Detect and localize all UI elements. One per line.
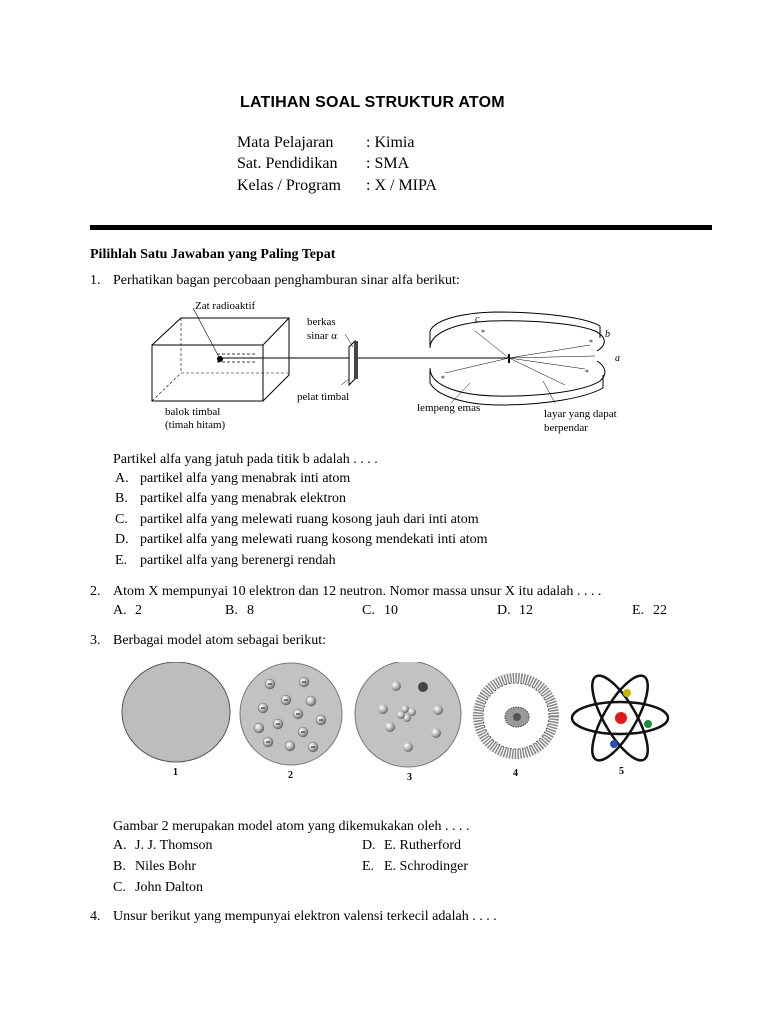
label-pelat: pelat timbal bbox=[297, 391, 350, 403]
label-point-a: a bbox=[615, 353, 620, 364]
label-sinar: sinar α bbox=[307, 330, 337, 342]
q3-option-c[interactable]: John Dalton bbox=[135, 880, 204, 895]
q1-option-b[interactable]: partikel alfa yang menabrak elektron bbox=[140, 491, 347, 506]
q1-option-b-letter: B. bbox=[115, 491, 128, 506]
label-balok: balok timbal bbox=[165, 406, 221, 418]
meta-label-school: Sat. Pendidikan bbox=[237, 155, 338, 172]
q3-option-e-letter: E. bbox=[362, 859, 375, 874]
meta-value-subject: : Kimia bbox=[366, 134, 415, 151]
q1-option-c-letter: C. bbox=[115, 512, 128, 527]
model-label-4: 4 bbox=[513, 768, 518, 779]
svg-text:*: * bbox=[585, 368, 589, 377]
q2-option-e[interactable]: 22 bbox=[653, 603, 667, 618]
q3-option-a-letter: A. bbox=[113, 838, 127, 853]
q2-option-b-letter: B. bbox=[225, 603, 238, 618]
q2-option-c[interactable]: 10 bbox=[384, 603, 398, 618]
q3-option-a[interactable]: J. J. Thomson bbox=[135, 838, 213, 853]
svg-text:*: * bbox=[589, 338, 593, 347]
label-timah: (timah hitam) bbox=[165, 419, 226, 431]
label-lempeng: lempeng emas bbox=[417, 402, 481, 414]
q2-option-d-letter: D. bbox=[497, 603, 511, 618]
meta-label-subject: Mata Pelajaran bbox=[237, 134, 334, 151]
q2-text: Atom X mempunyai 10 elektron dan 12 neutron. Nomor massa unsur X itu adalah . . . . bbox=[113, 584, 602, 599]
dalton-model bbox=[122, 662, 230, 762]
atom-models-figure bbox=[118, 662, 678, 787]
q3-option-c-letter: C. bbox=[113, 880, 126, 895]
q1-option-c[interactable]: partikel alfa yang melewati ruang kosong jauh dari inti atom bbox=[140, 512, 479, 527]
svg-text:*: * bbox=[441, 374, 445, 383]
thomson-model bbox=[240, 663, 342, 765]
alpha-scattering-diagram bbox=[145, 293, 635, 443]
q2-option-c-letter: C. bbox=[362, 603, 375, 618]
label-point-c: c bbox=[475, 314, 480, 325]
page-title: LATIHAN SOAL STRUKTUR ATOM bbox=[240, 94, 505, 111]
meta-value-school: : SMA bbox=[366, 155, 410, 172]
q1-number: 1. bbox=[90, 273, 101, 288]
q1-text: Perhatikan bagan percobaan penghamburan sinar alfa berikut: bbox=[113, 273, 460, 288]
q1-option-e[interactable]: partikel alfa yang berenergi rendah bbox=[140, 553, 336, 568]
q2-option-d[interactable]: 12 bbox=[519, 603, 533, 618]
q3-option-e[interactable]: E. Schrodinger bbox=[384, 859, 468, 874]
q1-option-a-letter: A. bbox=[115, 471, 129, 486]
q3-option-b-letter: B. bbox=[113, 859, 126, 874]
svg-text:*: * bbox=[481, 328, 485, 337]
q4-number: 4. bbox=[90, 909, 101, 924]
meta-value-class: : X / MIPA bbox=[366, 177, 437, 194]
label-berkas: berkas bbox=[307, 316, 336, 328]
bohr-cloud-model bbox=[478, 678, 554, 754]
q3-number: 3. bbox=[90, 633, 101, 648]
model-label-5: 5 bbox=[619, 766, 624, 777]
q1-option-a[interactable]: partikel alfa yang menabrak inti atom bbox=[140, 471, 351, 486]
q3-prompt: Gambar 2 merupakan model atom yang dikemukakan oleh . . . . bbox=[113, 819, 470, 834]
label-berpendar: berpendar bbox=[544, 422, 588, 434]
q1-option-d-letter: D. bbox=[115, 532, 129, 547]
q2-option-e-letter: E. bbox=[632, 603, 645, 618]
model-label-1: 1 bbox=[173, 767, 178, 778]
q1-prompt: Partikel alfa yang jatuh pada titik b adalah . . . . bbox=[113, 452, 378, 467]
q3-option-d[interactable]: E. Rutherford bbox=[384, 838, 461, 853]
lead-plate bbox=[349, 341, 358, 385]
meta-label-class: Kelas / Program bbox=[237, 177, 341, 194]
instruction: Pilihlah Satu Jawaban yang Paling Tepat bbox=[90, 247, 336, 262]
q2-option-a[interactable]: 2 bbox=[135, 603, 142, 618]
q3-text: Berbagai model atom sebagai berikut: bbox=[113, 633, 327, 648]
q1-option-d[interactable]: partikel alfa yang melewati ruang kosong mendekati inti atom bbox=[140, 532, 488, 547]
rutherford-model bbox=[355, 662, 461, 767]
q1-option-e-letter: E. bbox=[115, 553, 128, 568]
model-label-3: 3 bbox=[407, 772, 412, 783]
q2-option-b[interactable]: 8 bbox=[247, 603, 254, 618]
label-zat: Zat radioaktif bbox=[195, 300, 256, 312]
q4-text: Unsur berikut yang mempunyai elektron valensi terkecil adalah . . . . bbox=[113, 909, 497, 924]
label-point-b: b bbox=[605, 329, 610, 340]
q2-number: 2. bbox=[90, 584, 101, 599]
label-layar: layar yang dapat bbox=[544, 408, 617, 420]
q3-option-b[interactable]: Niles Bohr bbox=[135, 859, 197, 874]
model-label-2: 2 bbox=[288, 770, 293, 781]
header-divider bbox=[90, 225, 712, 230]
q3-option-d-letter: D. bbox=[362, 838, 376, 853]
q2-option-a-letter: A. bbox=[113, 603, 127, 618]
nucleus bbox=[615, 712, 627, 724]
